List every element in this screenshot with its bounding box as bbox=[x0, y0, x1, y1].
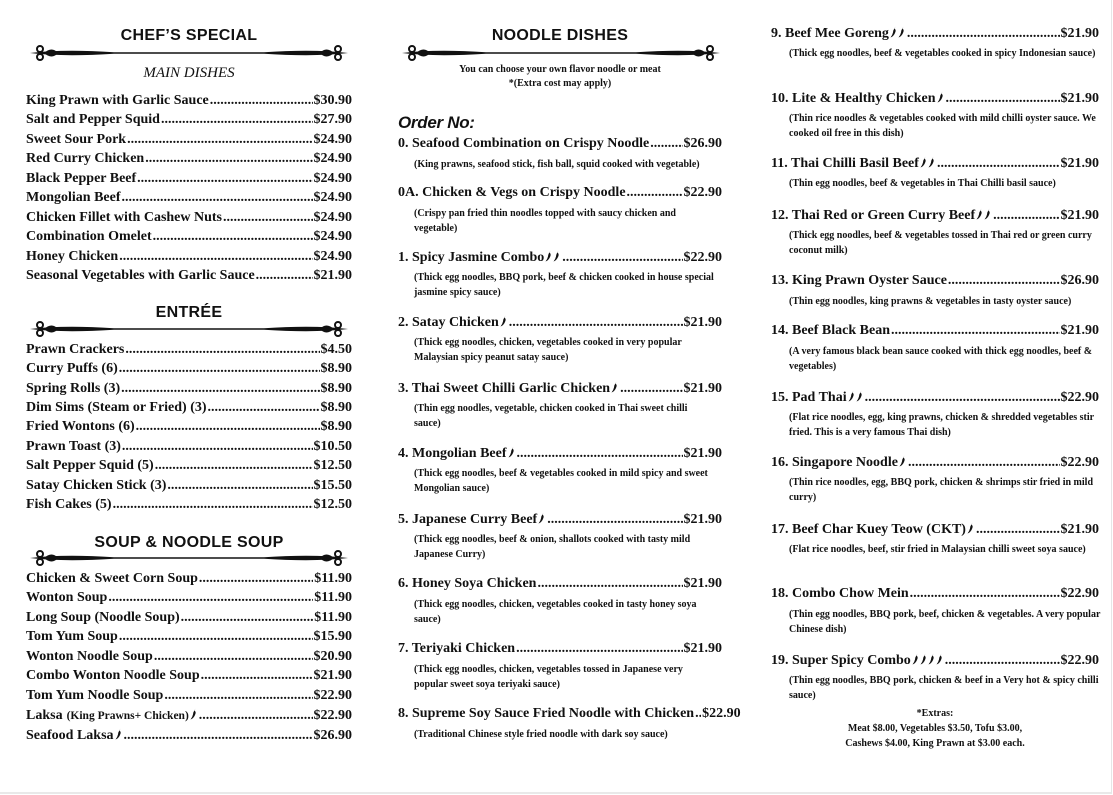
menu-item-description: (Flat rice noodles, egg, king prawns, chicken & shredded vegetables stir fried. This is a very famous Thai dish) bbox=[789, 412, 1094, 438]
chili-icon bbox=[984, 208, 991, 220]
chili-icon bbox=[500, 315, 507, 327]
menu-item bbox=[26, 726, 352, 745]
menu-item-name: Salt and Pepper Squid bbox=[26, 112, 160, 127]
menu-item-price: $15.90 bbox=[313, 629, 352, 644]
menu-item-price: $22.90 bbox=[313, 708, 352, 723]
chili-icon bbox=[967, 522, 974, 534]
menu-item-price: $10.50 bbox=[313, 439, 352, 454]
menu-item-price: $21.90 bbox=[683, 512, 722, 527]
chili-icon bbox=[928, 653, 935, 665]
menu-item-name: Satay Chicken Stick (3) bbox=[26, 478, 167, 493]
chili-icon bbox=[190, 708, 197, 720]
menu-item-name: 5. Japanese Curry Beef bbox=[398, 512, 538, 527]
dot-leader bbox=[181, 609, 314, 627]
menu-item-name: 2. Satay Chicken bbox=[398, 315, 499, 330]
menu-item-name: 9. Beef Mee Goreng bbox=[771, 26, 889, 41]
menu-item-name: 0. Seafood Combination on Crispy Noodle bbox=[398, 136, 650, 151]
dot-leader bbox=[547, 511, 682, 529]
dot-leader bbox=[153, 228, 313, 246]
menu-item-price: $22.90 bbox=[313, 688, 352, 703]
menu-item-name: 14. Beef Black Bean bbox=[771, 323, 890, 338]
menu-item-name: Black Pepper Beef bbox=[26, 171, 137, 186]
menu-item-price: $21.90 bbox=[1060, 26, 1099, 41]
menu-item bbox=[26, 170, 352, 188]
menu-item-price: $26.90 bbox=[1060, 273, 1099, 288]
menu-item-price: $21.90 bbox=[1060, 522, 1099, 537]
dot-leader bbox=[946, 90, 1060, 108]
chili-rating-icon bbox=[848, 388, 864, 406]
dot-leader bbox=[948, 272, 1060, 290]
menu-item-price: $21.90 bbox=[683, 641, 722, 656]
menu-item-name: Sweet Sour Pork bbox=[26, 132, 127, 147]
extras-title: *Extras: bbox=[916, 708, 954, 719]
menu-item-price: $21.90 bbox=[1060, 208, 1099, 223]
menu-item-name: 12. Thai Red or Green Curry Beef bbox=[771, 208, 976, 223]
chili-rating-icon bbox=[899, 453, 907, 471]
dot-leader bbox=[516, 640, 682, 658]
chili-rating-icon bbox=[920, 154, 936, 172]
dot-leader bbox=[695, 705, 701, 723]
menu-item-price: $22.90 bbox=[683, 250, 722, 265]
menu-item bbox=[398, 248, 722, 267]
chili-icon bbox=[920, 156, 927, 168]
menu-item bbox=[398, 640, 722, 658]
menu-item-price: $12.50 bbox=[313, 458, 352, 473]
dot-leader bbox=[937, 155, 1060, 173]
dot-leader bbox=[122, 189, 313, 207]
chili-rating-icon bbox=[890, 24, 906, 42]
menu-item bbox=[398, 135, 722, 153]
ornament-divider bbox=[396, 44, 726, 62]
menu-item-price: $21.90 bbox=[1060, 156, 1099, 171]
chili-icon bbox=[115, 728, 122, 740]
ornament-divider bbox=[24, 44, 354, 62]
menu-item bbox=[26, 628, 352, 646]
menu-item-description: (A very famous black bean sauce cooked with thick egg noodles, beef & vegetables) bbox=[789, 346, 1093, 372]
dot-leader bbox=[119, 628, 313, 646]
chili-icon bbox=[848, 390, 855, 402]
menu-item-name: 11. Thai Chilli Basil Beef bbox=[771, 156, 919, 171]
menu-item bbox=[771, 272, 1099, 290]
soup-title: SOUP & NOODLE SOUP bbox=[94, 534, 284, 551]
menu-item-description: (Thick egg noodles, beef & vegetables cooked in mild spicy and sweet Mongolian sauce) bbox=[414, 468, 708, 494]
menu-item bbox=[771, 388, 1099, 407]
menu-item-description: (Thick egg noodles, beef & vegetables tossed in Thai red or green curry coconut milk) bbox=[789, 230, 1092, 256]
dot-leader bbox=[256, 267, 313, 285]
extras-line-1: Meat $8.00, Vegetables $3.50, Tofu $3.00, bbox=[847, 723, 1023, 734]
menu-item bbox=[26, 131, 352, 149]
menu-item bbox=[26, 209, 352, 227]
menu-item-name: Chicken & Sweet Corn Soup bbox=[26, 571, 198, 586]
menu-item bbox=[398, 379, 722, 398]
menu-item-name: 13. King Prawn Oyster Sauce bbox=[771, 273, 947, 288]
menu-item-description: (Thick egg noodles, chicken, vegetables cooked in very popular Malaysian spicy peanut satay sauce) bbox=[414, 337, 682, 363]
menu-item bbox=[26, 92, 352, 110]
order-no-label: Order No: bbox=[398, 113, 475, 132]
dot-leader bbox=[199, 570, 313, 588]
menu-item-description: (King prawns, seafood stick, fish ball, squid cooked with vegetable) bbox=[414, 159, 700, 170]
noodle-note: You can choose your own flavor noodle or meat bbox=[459, 64, 661, 75]
menu-item-name: Long Soup (Noodle Soup) bbox=[26, 610, 180, 625]
menu-item-description: (Thin egg noodles, vegetable, chicken cooked in Thai sweet chilli sauce) bbox=[414, 403, 688, 429]
menu-item-price: $20.90 bbox=[313, 649, 352, 664]
menu-item-name: Wonton Soup bbox=[26, 590, 108, 605]
menu-item-price: $24.90 bbox=[313, 132, 352, 147]
menu-item-name: Mongolian Beef bbox=[26, 190, 121, 205]
menu-item-name: Combo Wonton Noodle Soup bbox=[26, 668, 200, 683]
menu-item-name: Chicken Fillet with Cashew Nuts bbox=[26, 210, 223, 225]
menu-item bbox=[771, 24, 1099, 43]
noodle-dishes-title: NOODLE DISHES bbox=[491, 27, 629, 44]
menu-item bbox=[26, 457, 352, 475]
chili-rating-icon bbox=[611, 379, 619, 397]
dot-leader bbox=[122, 438, 313, 456]
menu-item-name: Combination Omelet bbox=[26, 229, 152, 244]
chili-icon bbox=[508, 446, 515, 458]
menu-item-price: $26.90 bbox=[683, 136, 722, 151]
dot-leader bbox=[137, 170, 312, 188]
chili-icon bbox=[936, 653, 943, 665]
menu-item-name: 19. Super Spicy Combo bbox=[771, 653, 911, 668]
menu-item-name: Prawn Crackers bbox=[26, 342, 125, 357]
menu-item-description: (Crispy pan fried thin noodles topped with saucy chicken and vegetable) bbox=[414, 208, 676, 234]
menu-item bbox=[26, 589, 352, 607]
menu-item-price: $26.90 bbox=[313, 728, 352, 743]
menu-item-price: $21.90 bbox=[313, 668, 352, 683]
menu-item-name: 3. Thai Sweet Chilli Garlic Chicken bbox=[398, 381, 611, 396]
chili-rating-icon bbox=[115, 726, 123, 744]
menu-item bbox=[26, 248, 352, 266]
menu-item-price: $4.50 bbox=[320, 342, 352, 357]
menu-item-description: (Thick egg noodles, chicken, vegetables cooked in tasty honey soya sauce) bbox=[414, 599, 697, 625]
menu-item-price: $24.90 bbox=[313, 229, 352, 244]
menu-item bbox=[771, 89, 1099, 108]
menu-item-price: $8.90 bbox=[320, 361, 352, 376]
menu-item bbox=[398, 705, 741, 723]
menu-item bbox=[26, 609, 352, 627]
chili-icon bbox=[899, 455, 906, 467]
dot-leader bbox=[208, 399, 320, 417]
menu-item-name: Laksa bbox=[26, 708, 63, 723]
chili-icon bbox=[976, 208, 983, 220]
menu-item-price: $24.90 bbox=[313, 151, 352, 166]
menu-item-name: 17. Beef Char Kuey Teow (CKT) bbox=[771, 522, 966, 537]
menu-item-price: $21.90 bbox=[683, 381, 722, 396]
menu-item bbox=[398, 510, 722, 529]
dot-leader bbox=[145, 150, 312, 168]
dot-leader bbox=[517, 445, 683, 463]
menu-item-note: (King Prawns+ Chicken) bbox=[66, 710, 189, 722]
dot-leader bbox=[865, 389, 1060, 407]
dot-leader bbox=[620, 380, 682, 398]
menu-item-description: (Thin egg noodles, beef & vegetables in Thai Chilli basil sauce) bbox=[789, 178, 1056, 189]
menu-item-name: Fish Cakes (5) bbox=[26, 497, 112, 512]
extra-cost-note: *(Extra cost may apply) bbox=[508, 78, 612, 89]
menu-item-name: 1. Spicy Jasmine Combo bbox=[398, 250, 545, 265]
menu-item bbox=[398, 575, 722, 593]
menu-item-name: Seasonal Vegetables with Garlic Sauce bbox=[26, 268, 255, 283]
menu-item bbox=[398, 444, 722, 463]
dot-leader bbox=[164, 687, 312, 705]
menu-item bbox=[771, 453, 1099, 472]
menu-item-price: $22.90 bbox=[1060, 390, 1099, 405]
menu-item-price: $11.90 bbox=[314, 590, 352, 605]
chili-rating-icon bbox=[538, 510, 546, 528]
menu-item-name: Fried Wontons (6) bbox=[26, 419, 135, 434]
menu-item-price: $11.90 bbox=[314, 571, 352, 586]
menu-item-description: (Thin rice noodles & vegetables cooked with mild chilli oyster sauce. We cooked oil free in this dish) bbox=[789, 113, 1096, 139]
ornament-divider bbox=[24, 320, 354, 338]
dot-leader bbox=[161, 111, 313, 129]
dot-leader bbox=[562, 249, 682, 267]
dot-leader bbox=[908, 454, 1060, 472]
menu-item bbox=[26, 687, 352, 705]
menu-item-name: Spring Rolls (3) bbox=[26, 381, 121, 396]
menu-item-price: $8.90 bbox=[320, 419, 352, 434]
dot-leader bbox=[108, 589, 313, 607]
menu-item-name: Red Curry Chicken bbox=[26, 151, 145, 166]
dot-leader bbox=[155, 457, 313, 475]
menu-item-description: (Traditional Chinese style fried noodle with dark soy sauce) bbox=[414, 729, 668, 740]
menu-item-name: Dim Sims (Steam or Fried) (3) bbox=[26, 400, 207, 415]
menu-item bbox=[26, 150, 352, 168]
menu-item-price: $21.90 bbox=[1060, 91, 1099, 106]
menu-item bbox=[771, 585, 1099, 603]
menu-item-description: (Thick egg noodles, beef & onion, shallots cooked with tasty mild Japanese Curry) bbox=[414, 534, 691, 560]
menu-item-price: $22.90 bbox=[1060, 653, 1099, 668]
menu-item-price: $22.90 bbox=[1060, 455, 1099, 470]
menu-item-price: $24.90 bbox=[313, 249, 352, 264]
menu-item-name: Salt Pepper Squid (5) bbox=[26, 458, 154, 473]
menu-item bbox=[26, 380, 352, 398]
menu-item bbox=[26, 399, 352, 417]
chili-rating-icon bbox=[545, 248, 561, 266]
menu-item-description: (Thin egg noodles, king prawns & vegetables in tasty oyster sauce) bbox=[789, 296, 1072, 307]
menu-item-price: $15.50 bbox=[313, 478, 352, 493]
menu-item bbox=[26, 111, 352, 129]
chili-icon bbox=[611, 381, 618, 393]
menu-item-description: (Thin rice noodles, egg, BBQ pork, chicken & shrimps stir fried in mild curry) bbox=[789, 477, 1093, 503]
dot-leader bbox=[891, 322, 1060, 340]
chili-rating-icon bbox=[976, 206, 992, 224]
chili-rating-icon bbox=[508, 444, 516, 462]
dot-leader bbox=[199, 707, 313, 725]
chili-icon bbox=[553, 250, 560, 262]
dot-leader bbox=[113, 496, 313, 514]
entree-title: ENTRÉE bbox=[155, 304, 223, 321]
menu-item-price: $21.90 bbox=[1060, 323, 1099, 338]
main-dishes-subhead: MAIN DISHES bbox=[143, 65, 235, 81]
menu-item-price: $24.90 bbox=[313, 190, 352, 205]
menu-item-name: 15. Pad Thai bbox=[771, 390, 847, 405]
menu-item-price: $24.90 bbox=[313, 210, 352, 225]
menu-item-price: $22.90 bbox=[702, 706, 741, 721]
extras-line-2: Cashews $4.00, King Prawn at $3.00 each. bbox=[845, 738, 1025, 749]
dot-leader bbox=[119, 360, 320, 378]
chili-icon bbox=[898, 26, 905, 38]
menu-item bbox=[26, 570, 352, 588]
menu-item-name: 10. Lite & Healthy Chicken bbox=[771, 91, 936, 106]
dot-leader bbox=[136, 418, 320, 436]
chili-rating-icon bbox=[912, 651, 944, 669]
menu-item bbox=[26, 228, 352, 246]
chili-rating-icon bbox=[500, 313, 508, 331]
chefs-special-title: CHEF’S SPECIAL bbox=[120, 27, 258, 44]
chili-icon bbox=[937, 91, 944, 103]
dot-leader bbox=[509, 314, 683, 332]
menu-item-price: $27.90 bbox=[313, 112, 352, 127]
menu-item-name: Honey Chicken bbox=[26, 249, 119, 264]
menu-item-price: $22.90 bbox=[683, 185, 722, 200]
menu-item-description: (Flat rice noodles, beef, stir fried in Malaysian chilli sweet soya sauce) bbox=[789, 544, 1086, 555]
menu-item-name: Tom Yum Soup bbox=[26, 629, 118, 644]
menu-item bbox=[26, 706, 352, 725]
chili-icon bbox=[928, 156, 935, 168]
dot-leader bbox=[945, 652, 1060, 670]
dot-leader bbox=[907, 25, 1060, 43]
menu-item-name: 18. Combo Chow Mein bbox=[771, 586, 909, 601]
chili-rating-icon bbox=[190, 706, 198, 724]
dot-leader bbox=[993, 207, 1059, 225]
menu-item bbox=[26, 648, 352, 666]
menu-item-name: 8. Supreme Soy Sauce Fried Noodle with Chicken bbox=[398, 706, 695, 721]
dot-leader bbox=[121, 380, 319, 398]
menu-item-description: (Thick egg noodles, BBQ pork, beef & chicken cooked in house special jasmine spicy sauce) bbox=[414, 272, 714, 298]
dot-leader bbox=[125, 341, 319, 359]
dot-leader bbox=[124, 727, 313, 745]
menu-item-description: (Thick egg noodles, beef & vegetables cooked in spicy Indonesian sauce) bbox=[789, 48, 1096, 59]
menu-item-name: 16. Singapore Noodle bbox=[771, 455, 898, 470]
menu-item bbox=[26, 477, 352, 495]
chili-rating-icon bbox=[937, 89, 945, 107]
menu-item bbox=[26, 418, 352, 436]
menu-item bbox=[26, 496, 352, 514]
menu-item bbox=[771, 154, 1099, 173]
menu-item bbox=[771, 520, 1099, 539]
menu-item-name: Tom Yum Noodle Soup bbox=[26, 688, 164, 703]
menu-item-price: $24.90 bbox=[313, 171, 352, 186]
dot-leader bbox=[537, 575, 682, 593]
menu-item bbox=[26, 360, 352, 378]
menu-item-price: $21.90 bbox=[683, 446, 722, 461]
dot-leader bbox=[119, 248, 312, 266]
menu-item bbox=[771, 206, 1099, 225]
dot-leader bbox=[910, 585, 1060, 603]
menu-item-description: (Thin egg noodles, BBQ pork, chicken & beef in a Very hot & spicy chilli sauce) bbox=[789, 675, 1099, 701]
menu-item bbox=[26, 667, 352, 685]
menu-item bbox=[26, 267, 352, 285]
chili-icon bbox=[538, 512, 545, 524]
menu-item-price: $30.90 bbox=[313, 93, 352, 108]
menu-item-name: Seafood Laksa bbox=[26, 728, 114, 743]
menu-item bbox=[26, 341, 352, 359]
menu-item-price: $22.90 bbox=[1060, 586, 1099, 601]
menu-item-name: Curry Puffs (6) bbox=[26, 361, 118, 376]
ornament-divider bbox=[24, 549, 354, 567]
dot-leader bbox=[201, 667, 313, 685]
dot-leader bbox=[650, 135, 682, 153]
chili-icon bbox=[545, 250, 552, 262]
menu-item-name: King Prawn with Garlic Sauce bbox=[26, 93, 209, 108]
menu-item bbox=[771, 322, 1099, 340]
menu-item-name: 0A. Chicken & Vegs on Crispy Noodle bbox=[398, 185, 626, 200]
menu-item-price: $8.90 bbox=[320, 381, 352, 396]
menu-item bbox=[398, 313, 722, 332]
menu-item-description: (Thick egg noodles, chicken, vegetables tossed in Japanese very popular sweet soya teriyaki sauce) bbox=[414, 664, 683, 690]
chili-icon bbox=[890, 26, 897, 38]
dot-leader bbox=[127, 131, 312, 149]
chili-icon bbox=[920, 653, 927, 665]
dot-leader bbox=[210, 92, 313, 110]
menu-item-name: 7. Teriyaki Chicken bbox=[398, 641, 516, 656]
chili-icon bbox=[856, 390, 863, 402]
menu-item-description: (Thin egg noodles, BBQ pork, beef, chicken & vegetables. A very popular Chinese dish) bbox=[789, 609, 1101, 635]
dot-leader bbox=[167, 477, 312, 495]
menu-item bbox=[398, 184, 722, 202]
menu-item-price: $21.90 bbox=[683, 576, 722, 591]
chili-rating-icon bbox=[967, 520, 975, 538]
menu-item-name: Prawn Toast (3) bbox=[26, 439, 121, 454]
menu-item bbox=[26, 189, 352, 207]
menu-item-price: $21.90 bbox=[683, 315, 722, 330]
menu-item-price: $12.50 bbox=[313, 497, 352, 512]
menu-item bbox=[26, 438, 352, 456]
dot-leader bbox=[223, 209, 312, 227]
menu-item-price: $11.90 bbox=[314, 610, 352, 625]
chili-icon bbox=[912, 653, 919, 665]
menu-item-name: 6. Honey Soya Chicken bbox=[398, 576, 537, 591]
menu-item-name: Wonton Noodle Soup bbox=[26, 649, 153, 664]
menu-item-price: $21.90 bbox=[313, 268, 352, 283]
menu-item-name: 4. Mongolian Beef bbox=[398, 446, 507, 461]
dot-leader bbox=[976, 521, 1060, 539]
menu-item bbox=[771, 651, 1099, 670]
dot-leader bbox=[627, 184, 683, 202]
menu-item-price: $8.90 bbox=[320, 400, 352, 415]
dot-leader bbox=[154, 648, 313, 666]
